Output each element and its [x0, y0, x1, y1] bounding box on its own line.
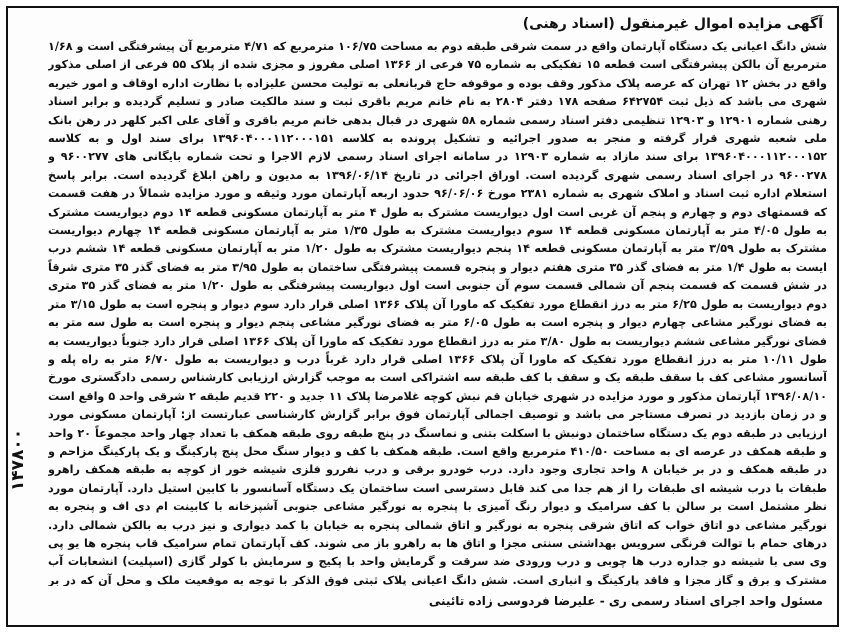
notice-body: شش دانگ اعیانی یک دستگاه آپارتمان واقع در سمت شرقی طبقه دوم به مساحت ۱۰۶/۷۵ مترمربع که ۴/۷۱ مترمربع آن پیشرفتگی است و ۱/۶۸ مترمربع آن بالکن پیشرفتگی است قطعه ۱۵ تفکیکی به شماره ۷۵ فرعی از ۱۳۶۶ اصلی مفروز و مجزی شده از پلاک ۵۵ فرعی از اصلی مذکور واقع در بخش ۱۲ تهران که عرصه پلاک مذکور وقف بوده و موقوفه حاج قربانعلی به تولیت محسن علیزاده با نظارت اداره اوقاف و امور خیریه شهری می باشد که ذیل ثبت ۶۴۲۷۵۴ صفحه ۱۷۸ دفتر ۲۸۰۴ به نام خانم مریم باقری ثبت و سند مالکیت صادر و تسلیم گردیده و برابر اسناد رهنی شماره ۱۲۹۰۱ و ۱۲۹۰۳ تنظیمی دفتر اسناد رسمی شماره ۵۸ شهری در قبال بدهی خانم مریم باقری و آقای علی اکبر کلهر در رهن بانک ملی شعبه شهری قرار گرفته و منجر به صدور اجرائیه و تشکیل پرونده به کلاسه ۱۳۹۶۰۴۰۰۰۱۱۲۰۰۰۱۵۱ برای سند اول و به کلاسه ۱۳۹۶۰۴۰۰۰۱۱۲۰۰۰۱۵۲ برای سند مازاد به شماره ۱۲۹۰۳ در سامانه اجرای اسناد رسمی لازم الاجرا و تحت شماره بایگانی های ۹۶۰۰۲۷۷ و ۹۶۰۰۲۷۸ در اجرای اسناد رسمی شهری گردیده است. اوراق اجرائی در تاریخ ۱۳۹۶/۰۶/۱۴ به مدیون و راهن ابلاغ گردیده است. برابر پاسخ استعلام اداره ثبت اسناد و املاک شهری به شماره ۲۳۸۱ مورخ ۹۶/۰۶/۰۶ حدود اربعه آپارتمان مورد وثیقه و مورد مزایده شمالاً در هفت قسمت که قسمتهای دوم و چهارم و پنجم آن غربی است اول دیواریست مشترک به طول ۴ متر به آپارتمان مسکونی قطعه ۱۴ دوم دیواریست مشترک به طول ۴/۰۵ متر به آپارتمان مسکونی قطعه ۱۴ سوم دیواریست مشترک به طول ۱/۳۵ متر به آپارتمان مسکونی قطعه ۱۴ چهارم دیواریست مشترک به طول ۳/۵۹ متر به آپارتمان مسکونی قطعه ۱۴ پنجم دیواریست مشترک به طول ۱/۲۰ متر به آپارتمان مسکونی قطعه ۱۴ ششم درب ایست به طول ۱/۴ متر به فضای گذر ۳۵ متری هفتم دیوار و پنجره قسمت پیشرفتگی ساختمان به طول ۳/۹۵ متر به فضای گذر ۳۵ متری شرقاً در شش قسمت که قسمت پنجم آن شمالی قسمت سوم آن جنوبی است اول دیواریست پیشرفتگی به طول ۱/۲۰ متر به فضای گذر ۳۵ متری دوم دیواریست به طول ۶/۲۵ متر به درز انقطاع مورد تفکیک که ماورا آن پلاک ۱۳۶۶ اصلی قرار دارد سوم دیوار و پنجره است به طول ۳/۱۵ متر به فضای نورگیر مشاعی چهارم دیوار و پنجره است به طول ۶/۰۵ متر به فضای نورگیر مشاعی پنجم دیوار و پنجره است به طول سه متر به فضای نورگیر مشاعی ششم دیواریست به طول ۳/۸۰ متر به درز انقطاع مورد تفکیک که ماورا آن پلاک ۱۳۶۶ اصلی قرار دارد جنوباً دیواریست به طول ۱۰/۱۱ متر به درز انقطاع مورد تفکیک که ماورا آن پلاک ۱۳۶۶ اصلی قرار دارد غرباً درب و دیواریست به طول ۶/۷۰ متر به راه پله و آسانسور مشاعی کف با سقف طبقه یک و سقف با کف طبقه سه اشتراکی است به موجب گزارش ارزیابی کارشناس رسمی دادگستری مورخ ۱۳۹۶/۰۸/۱۰ آپارتمان مذکور و مورد مزایده در شهری خیابان قم نبش کوچه غلامرضا پلاک ۱۱ جدید و ۲۲۰ قدیم طبقه ۲ شرقی واحد ۵ واقع است و در زمان بازدید در تصرف مستاجر می باشد و توصیف اجمالی آپارتمان فوق برابر گزارش کارشناسی عبارتست از: آپارتمان مسکونی مورد ارزیابی در طبقه دوم یک دستگاه ساختمان دونبش با اسکلت بتنی و نماسنگ در پنج طبقه روی طبقه همکف با تعداد چهار واحد مجموعاً ۲۰ واحد و طبقه همکف در عرصه ای به مساحت ۴۱۰/۵۰ مترمربع واقع است. طبقه همکف با کف و دیوار سنگ محل پنج پارکینگ و یک پارکینگ مزاحم و در طبقه همکف و در بر خیابان ۸ واحد تجاری وجود دارد. درب خودرو برقی و درب نفررو فلزی شیشه خور از کوچه به طبقه همکف راهرو طبقات با درب شیشه ای طبقات را از هم جدا می کند قابل دسترسی است ساختمان یک دستگاه آسانسور با کابین استیل دارد. آپارتمان مورد نظر مشتمل است بر سالن با کف سرامیک و دیوار رنگ آمیزی با پنجره به نورگیر مشاعی جنوبی آشپزخانه با کابینت ام دی اف و پنجره به نورگیر مشاعی دو اتاق خواب که اتاق شرقی پنجره به نورگیر و اتاق شمالی پنجره به خیابان با کمد دیواری و نیز درب به بالکن شمالی دارد. درهای حمام با توالت فرنگی سرویس بهداشتی سنتی مجزا و اتاق ها به راهرو باز می شوند. کف آپارتمان تمام سرامیک قاب پنجره ها یو پی وی سی با شیشه دو جداره درب ها چوبی و درب ورودی ضد سرقت و گرمایش واحد با پکیج و سرمایش با کولر گازی (اسپلیت) انشعابات آب مشترک و برق و گاز مجزا و فاقد پارکینگ و انباری است. شش دانگ اعیانی پلاک ثبتی فوق الذکر با توجه به موقعیت ملک و محل آن که در بر: [48, 40, 827, 586]
side-reference-number-text: ۱۴۷۸۰۰: [8, 428, 29, 492]
notice-title: آگهی مزایده اموال غیرمنقول (اسناد رهنی): [522, 16, 823, 32]
side-reference-number: [6, 310, 30, 610]
auction-notice: [6, 6, 839, 627]
notice-signature: مسئول واحد اجرای اسناد رسمی ری - علیرضا فردوسی زاده تائینی: [428, 594, 823, 608]
